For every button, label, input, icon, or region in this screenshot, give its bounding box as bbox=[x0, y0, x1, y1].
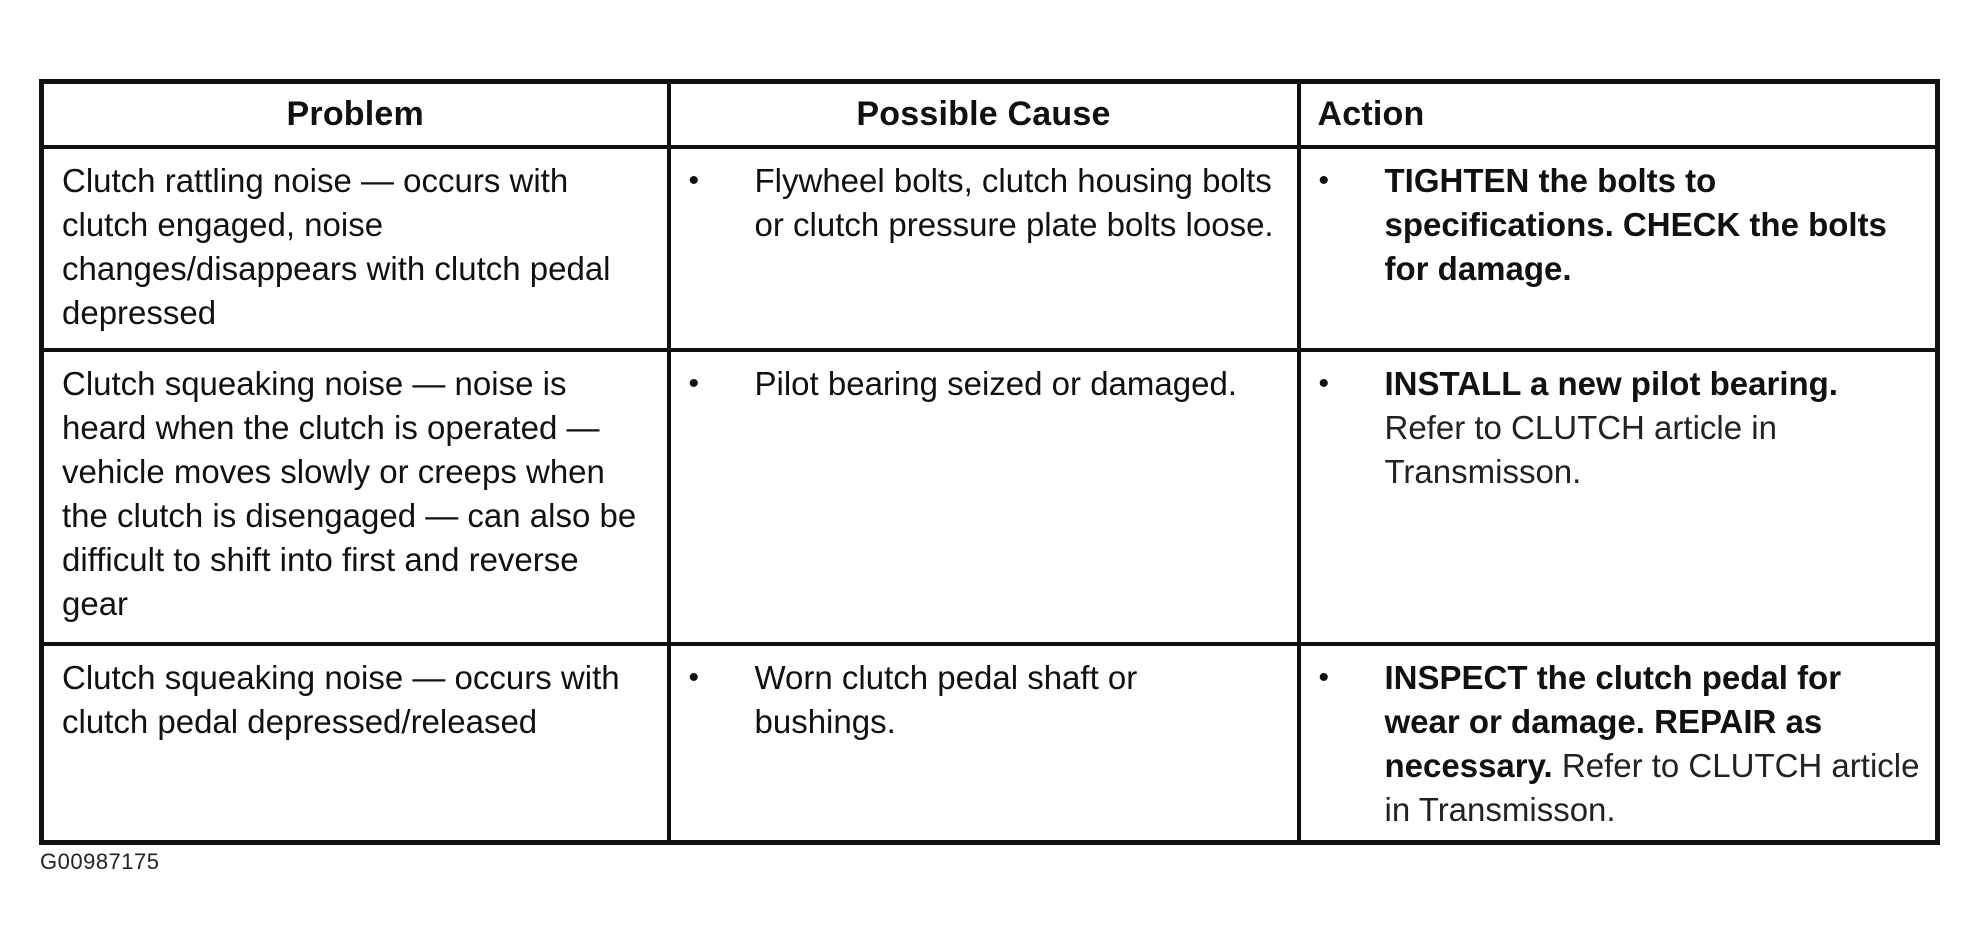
action-cell bbox=[1299, 350, 1938, 644]
bullet-icon: • bbox=[688, 367, 700, 400]
problem-text: Clutch squeaking noise — noise is heard when the clutch is operated — vehicle moves slowly or creeps when the clutch is disengaged — can also be difficult to shift into first and reverse gear bbox=[62, 365, 637, 622]
problem-text: Clutch rattling noise — occurs with clutch engaged, noise changes/disappears with clutch pedal depressed bbox=[62, 162, 611, 331]
action-reference: Refer to CLUTCH article in Transmisson. bbox=[1384, 747, 1920, 828]
cause-cell bbox=[669, 644, 1299, 843]
action-cell bbox=[1299, 644, 1938, 843]
cause-cell bbox=[669, 350, 1299, 644]
cause-cell bbox=[669, 147, 1299, 350]
table-row bbox=[42, 644, 1938, 843]
cause-text: Worn clutch pedal shaft or bushings. bbox=[754, 659, 1138, 740]
action-text bbox=[1385, 362, 1922, 494]
action-text bbox=[1385, 656, 1922, 832]
bullet-icon: • bbox=[688, 661, 700, 694]
problem-text: Clutch squeaking noise — occurs with clutch pedal depressed/released bbox=[62, 659, 620, 740]
action-instruction: INSPECT the clutch pedal for wear or damage. REPAIR as necessary. bbox=[1384, 659, 1842, 784]
table-row bbox=[42, 350, 1938, 644]
action-text bbox=[1385, 159, 1922, 291]
bullet-icon: • bbox=[1318, 661, 1330, 694]
action-cell bbox=[1299, 147, 1938, 350]
action-instruction: TIGHTEN the bolts to specifications. CHECK the bolts for damage. bbox=[1384, 162, 1887, 287]
bullet-icon: • bbox=[1318, 367, 1330, 400]
problem-cell bbox=[42, 644, 669, 843]
figure-code: G00987175 bbox=[40, 849, 160, 874]
cause-text: Flywheel bolts, clutch housing bolts or clutch pressure plate bolts loose. bbox=[754, 162, 1274, 243]
header-possible-cause: Possible Cause bbox=[669, 82, 1299, 148]
header-action: Action bbox=[1299, 82, 1938, 148]
table-row bbox=[42, 147, 1938, 350]
header-row bbox=[42, 82, 1938, 148]
bullet-icon: • bbox=[688, 164, 700, 197]
bullet-icon: • bbox=[1318, 164, 1330, 197]
problem-cell bbox=[42, 147, 669, 350]
header-problem: Problem bbox=[42, 82, 669, 148]
cause-text: Pilot bearing seized or damaged. bbox=[754, 365, 1237, 402]
diagnosis-table bbox=[39, 79, 1940, 845]
action-reference: Refer to CLUTCH article in Transmisson. bbox=[1384, 409, 1777, 490]
action-instruction: INSTALL a new pilot bearing. bbox=[1384, 365, 1838, 402]
problem-cell bbox=[42, 350, 669, 644]
